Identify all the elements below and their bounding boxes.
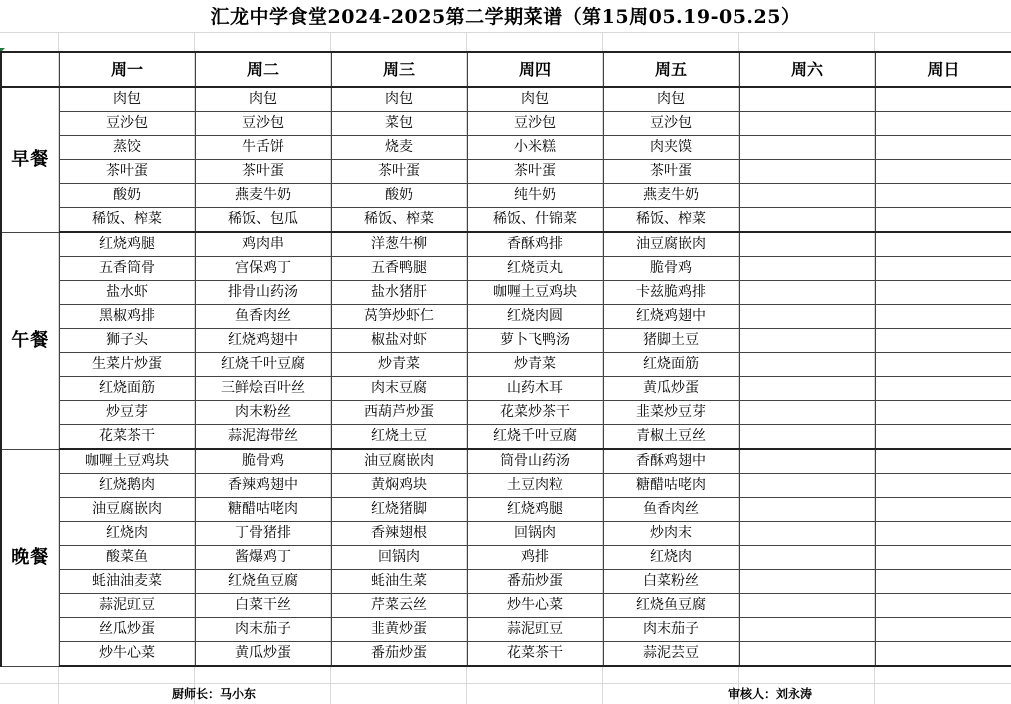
dish-cell — [739, 353, 875, 377]
dish-cell: 白菜干丝 — [195, 594, 331, 618]
dish-cell: 炒豆芽 — [59, 401, 195, 425]
dish-cell: 红烧肉 — [59, 522, 195, 546]
dish-cell — [739, 87, 875, 112]
dish-cell — [875, 377, 1011, 401]
dish-cell: 稀饭、榨菜 — [331, 208, 467, 233]
dish-cell — [739, 449, 875, 474]
dish-cell: 花菜炒茶干 — [467, 401, 603, 425]
header-corner-cell — [1, 52, 59, 87]
dish-cell: 炒牛心菜 — [59, 642, 195, 667]
dish-cell: 红烧贡丸 — [467, 257, 603, 281]
dish-cell: 红烧鸡腿 — [467, 498, 603, 522]
dish-cell: 香酥鸡排 — [467, 232, 603, 257]
table-row — [1, 546, 1011, 570]
dish-cell: 肉包 — [195, 87, 331, 112]
dish-cell — [875, 160, 1011, 184]
dish-cell: 蚝油生菜 — [331, 570, 467, 594]
dish-cell: 蒜泥芸豆 — [603, 642, 739, 667]
dish-cell: 稀饭、包瓜 — [195, 208, 331, 233]
dish-cell: 花菜茶干 — [467, 642, 603, 667]
dish-cell — [875, 425, 1011, 450]
dish-cell: 番茄炒蛋 — [331, 642, 467, 667]
dish-cell — [739, 232, 875, 257]
dish-cell — [875, 184, 1011, 208]
dish-cell: 花菜茶干 — [59, 425, 195, 450]
dish-cell: 肉包 — [59, 87, 195, 112]
dish-cell: 白菜粉丝 — [603, 570, 739, 594]
dish-cell — [875, 642, 1011, 667]
dish-cell — [739, 570, 875, 594]
dish-cell: 红烧鸡翅中 — [603, 305, 739, 329]
dish-cell — [739, 112, 875, 136]
dish-cell: 燕麦牛奶 — [603, 184, 739, 208]
dish-cell — [875, 618, 1011, 642]
dish-cell — [875, 329, 1011, 353]
dish-cell: 猪脚土豆 — [603, 329, 739, 353]
table-row — [1, 618, 1011, 642]
dish-cell — [875, 281, 1011, 305]
dish-cell: 酸菜鱼 — [59, 546, 195, 570]
dish-cell: 香酥鸡翅中 — [603, 449, 739, 474]
dish-cell: 筒骨山药汤 — [467, 449, 603, 474]
dish-cell: 黄焖鸡块 — [331, 474, 467, 498]
dish-cell — [875, 112, 1011, 136]
dish-cell: 油豆腐嵌肉 — [603, 232, 739, 257]
dish-cell: 五香筒骨 — [59, 257, 195, 281]
dish-cell: 回锅肉 — [467, 522, 603, 546]
dish-cell — [875, 570, 1011, 594]
table-row — [1, 570, 1011, 594]
dish-cell — [875, 522, 1011, 546]
dish-cell — [739, 377, 875, 401]
dish-cell: 稀饭、榨菜 — [603, 208, 739, 233]
dish-cell — [875, 136, 1011, 160]
dish-cell: 红烧鸡翅中 — [195, 329, 331, 353]
table-row — [1, 498, 1011, 522]
dish-cell: 茶叶蛋 — [331, 160, 467, 184]
dish-cell: 红烧面筋 — [603, 353, 739, 377]
table-row — [1, 522, 1011, 546]
dish-cell: 红烧土豆 — [331, 425, 467, 450]
day-header-fri: 周五 — [603, 52, 739, 87]
dish-cell — [739, 618, 875, 642]
dish-cell: 豆沙包 — [59, 112, 195, 136]
dish-cell — [739, 594, 875, 618]
day-header-mon: 周一 — [59, 52, 195, 87]
dish-cell: 红烧面筋 — [59, 377, 195, 401]
dish-cell: 蒸饺 — [59, 136, 195, 160]
dish-cell: 红烧鹅肉 — [59, 474, 195, 498]
table-row — [1, 401, 1011, 425]
dish-cell: 小米糕 — [467, 136, 603, 160]
dish-cell — [739, 281, 875, 305]
meal-label: 晚餐 — [1, 449, 59, 666]
dish-cell — [875, 257, 1011, 281]
dish-cell: 蒜泥豇豆 — [59, 594, 195, 618]
dish-cell: 酱爆鸡丁 — [195, 546, 331, 570]
dish-cell: 肉末豆腐 — [331, 377, 467, 401]
dish-cell: 豆沙包 — [195, 112, 331, 136]
dish-cell: 韭黄炒蛋 — [331, 618, 467, 642]
dish-cell: 茶叶蛋 — [603, 160, 739, 184]
meal-label: 午餐 — [1, 232, 59, 449]
dish-cell — [875, 232, 1011, 257]
header-row — [1, 52, 1011, 87]
dish-cell: 香辣翅根 — [331, 522, 467, 546]
dish-cell: 韭菜炒豆芽 — [603, 401, 739, 425]
dish-cell: 青椒土豆丝 — [603, 425, 739, 450]
dish-cell — [739, 329, 875, 353]
dish-cell: 菜包 — [331, 112, 467, 136]
dish-cell — [875, 594, 1011, 618]
dish-cell: 狮子头 — [59, 329, 195, 353]
dish-cell: 酸奶 — [331, 184, 467, 208]
dish-cell — [739, 425, 875, 450]
day-header-sun: 周日 — [875, 52, 1011, 87]
menu-table — [0, 51, 1011, 667]
dish-cell — [875, 498, 1011, 522]
dish-cell: 鸡肉串 — [195, 232, 331, 257]
dish-cell: 洋葱牛柳 — [331, 232, 467, 257]
dish-cell — [875, 353, 1011, 377]
dish-cell: 燕麦牛奶 — [195, 184, 331, 208]
dish-cell: 番茄炒蛋 — [467, 570, 603, 594]
dish-cell: 肉包 — [467, 87, 603, 112]
chef-signature: 厨师长：马小东 — [172, 687, 257, 701]
dish-cell — [739, 184, 875, 208]
dish-cell: 芹菜云丝 — [331, 594, 467, 618]
day-header-sat: 周六 — [739, 52, 875, 87]
table-row — [1, 87, 1011, 112]
dish-cell: 鸡排 — [467, 546, 603, 570]
dish-cell: 香辣鸡翅中 — [195, 474, 331, 498]
dish-cell: 炒青菜 — [331, 353, 467, 377]
dish-cell: 盐水猪肝 — [331, 281, 467, 305]
dish-cell: 萝卜飞鸭汤 — [467, 329, 603, 353]
table-row — [1, 136, 1011, 160]
dish-cell — [739, 522, 875, 546]
dish-cell: 糖醋咕咾肉 — [603, 474, 739, 498]
dish-cell — [875, 208, 1011, 233]
dish-cell: 蚝油油麦菜 — [59, 570, 195, 594]
dish-cell: 茶叶蛋 — [467, 160, 603, 184]
dish-cell — [739, 208, 875, 233]
table-row — [1, 329, 1011, 353]
dish-cell: 脆骨鸡 — [195, 449, 331, 474]
page-title: 汇龙中学食堂2024-2025第二学期菜谱（第15周05.19-05.25） — [210, 6, 801, 28]
dish-cell: 咖喱土豆鸡块 — [59, 449, 195, 474]
dish-cell: 稀饭、什锦菜 — [467, 208, 603, 233]
dish-cell — [739, 401, 875, 425]
dish-cell — [875, 87, 1011, 112]
dish-cell — [875, 401, 1011, 425]
dish-cell: 三鲜烩百叶丝 — [195, 377, 331, 401]
dish-cell: 烧麦 — [331, 136, 467, 160]
dish-cell: 盐水虾 — [59, 281, 195, 305]
dish-cell: 丁骨猪排 — [195, 522, 331, 546]
table-row — [1, 642, 1011, 667]
dish-cell: 肉包 — [603, 87, 739, 112]
dish-cell: 肉末粉丝 — [195, 401, 331, 425]
table-row — [1, 353, 1011, 377]
dish-cell: 炒牛心菜 — [467, 594, 603, 618]
table-row — [1, 112, 1011, 136]
table-row — [1, 449, 1011, 474]
dish-cell: 山药木耳 — [467, 377, 603, 401]
meal-label: 早餐 — [1, 87, 59, 232]
dish-cell: 椒盐对虾 — [331, 329, 467, 353]
dish-cell: 生菜片炒蛋 — [59, 353, 195, 377]
dish-cell — [739, 474, 875, 498]
dish-cell: 稀饭、榨菜 — [59, 208, 195, 233]
dish-cell: 油豆腐嵌肉 — [59, 498, 195, 522]
dish-cell — [739, 160, 875, 184]
dish-cell: 油豆腐嵌肉 — [331, 449, 467, 474]
table-row — [1, 377, 1011, 401]
table-row — [1, 594, 1011, 618]
table-row — [1, 208, 1011, 233]
dish-cell: 红烧鱼豆腐 — [603, 594, 739, 618]
dish-cell: 牛舌饼 — [195, 136, 331, 160]
dish-cell: 脆骨鸡 — [603, 257, 739, 281]
dish-cell — [875, 546, 1011, 570]
table-row — [1, 425, 1011, 450]
dish-cell: 肉夹馍 — [603, 136, 739, 160]
dish-cell: 茶叶蛋 — [59, 160, 195, 184]
dish-cell — [875, 474, 1011, 498]
dish-cell — [739, 498, 875, 522]
dish-cell — [739, 257, 875, 281]
dish-cell: 黄瓜炒蛋 — [195, 642, 331, 667]
dish-cell: 宫保鸡丁 — [195, 257, 331, 281]
dish-cell: 红烧鱼豆腐 — [195, 570, 331, 594]
dish-cell: 鱼香肉丝 — [195, 305, 331, 329]
dish-cell: 丝瓜炒蛋 — [59, 618, 195, 642]
dish-cell: 炒青菜 — [467, 353, 603, 377]
dish-cell: 土豆肉粒 — [467, 474, 603, 498]
dish-cell: 豆沙包 — [467, 112, 603, 136]
dish-cell: 红烧千叶豆腐 — [195, 353, 331, 377]
dish-cell: 鱼香肉丝 — [603, 498, 739, 522]
dish-cell — [875, 449, 1011, 474]
table-row — [1, 474, 1011, 498]
dish-cell: 糖醋咕咾肉 — [195, 498, 331, 522]
dish-cell: 红烧千叶豆腐 — [467, 425, 603, 450]
dish-cell: 西葫芦炒蛋 — [331, 401, 467, 425]
dish-cell — [739, 305, 875, 329]
dish-cell: 排骨山药汤 — [195, 281, 331, 305]
reviewer-signature: 审核人：刘永涛 — [728, 687, 813, 701]
dish-cell: 莴笋炒虾仁 — [331, 305, 467, 329]
dish-cell: 纯牛奶 — [467, 184, 603, 208]
menu-body — [1, 87, 1011, 666]
dish-cell: 蒜泥豇豆 — [467, 618, 603, 642]
dish-cell: 肉包 — [331, 87, 467, 112]
dish-cell: 炒肉末 — [603, 522, 739, 546]
dish-cell: 蒜泥海带丝 — [195, 425, 331, 450]
dish-cell — [875, 305, 1011, 329]
dish-cell: 肉末茄子 — [603, 618, 739, 642]
day-header-thu: 周四 — [467, 52, 603, 87]
dish-cell: 红烧鸡腿 — [59, 232, 195, 257]
dish-cell: 红烧肉圆 — [467, 305, 603, 329]
dish-cell: 红烧肉 — [603, 546, 739, 570]
dish-cell: 茶叶蛋 — [195, 160, 331, 184]
dish-cell: 酸奶 — [59, 184, 195, 208]
table-row — [1, 305, 1011, 329]
dish-cell: 五香鸭腿 — [331, 257, 467, 281]
table-row — [1, 232, 1011, 257]
table-row — [1, 184, 1011, 208]
dish-cell: 豆沙包 — [603, 112, 739, 136]
dish-cell — [739, 136, 875, 160]
dish-cell: 黑椒鸡排 — [59, 305, 195, 329]
table-row — [1, 160, 1011, 184]
table-row — [1, 281, 1011, 305]
day-header-wed: 周三 — [331, 52, 467, 87]
dish-cell: 黄瓜炒蛋 — [603, 377, 739, 401]
dish-cell: 卡兹脆鸡排 — [603, 281, 739, 305]
dish-cell: 咖喱土豆鸡块 — [467, 281, 603, 305]
day-header-tue: 周二 — [195, 52, 331, 87]
dish-cell: 红烧猪脚 — [331, 498, 467, 522]
dish-cell: 肉末茄子 — [195, 618, 331, 642]
dish-cell: 回锅肉 — [331, 546, 467, 570]
grid-line — [0, 31, 1011, 33]
dish-cell — [739, 546, 875, 570]
dish-cell — [739, 642, 875, 667]
table-row — [1, 257, 1011, 281]
